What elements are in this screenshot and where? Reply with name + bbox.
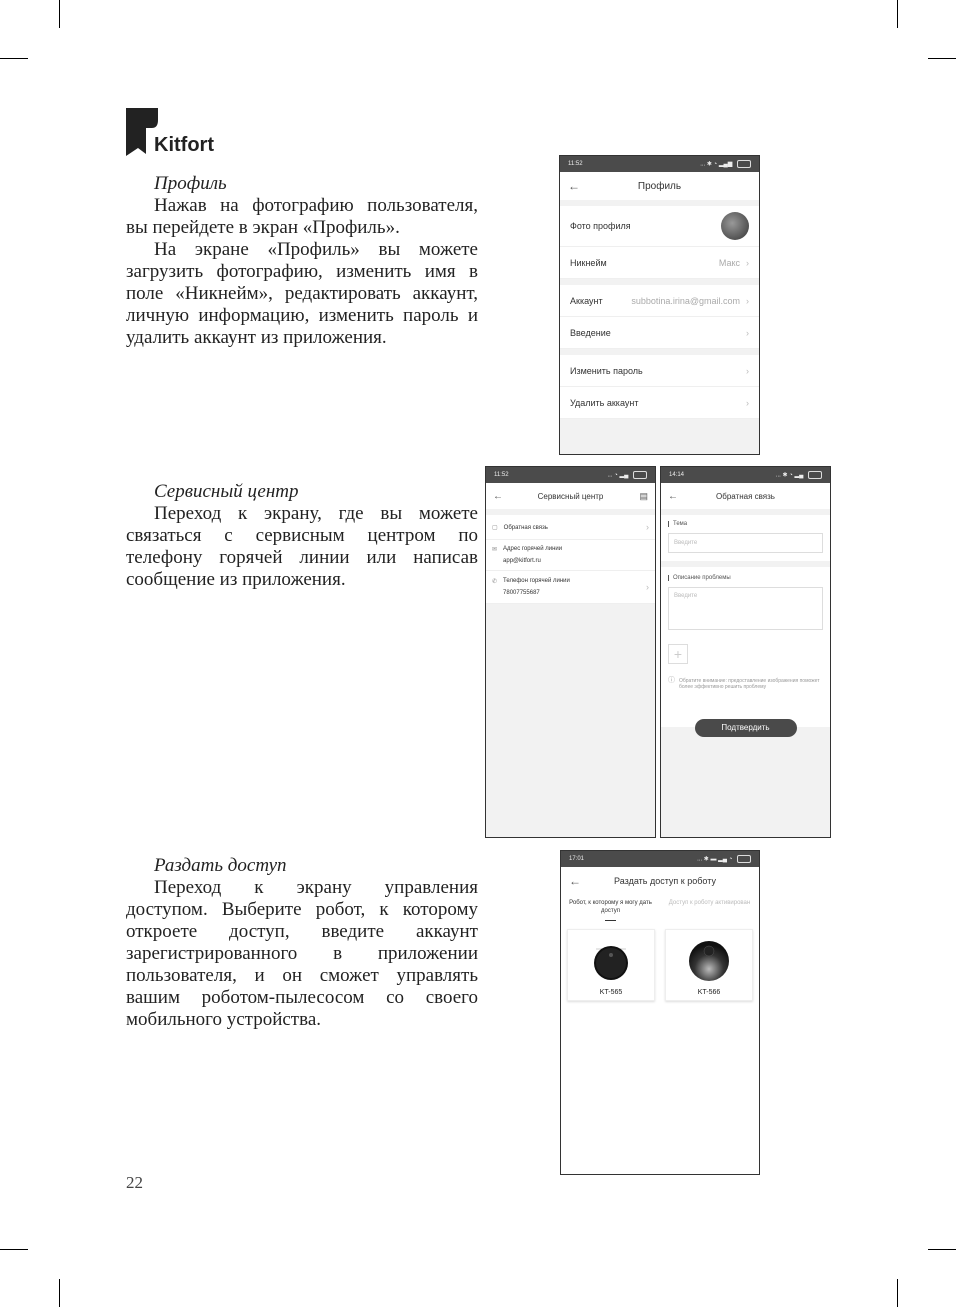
feedback-screen	[660, 466, 831, 838]
status-time: 11:52	[494, 472, 509, 478]
profile-title: Профиль	[637, 180, 682, 192]
profile-photo-row[interactable]	[560, 206, 759, 247]
service-topbar	[486, 483, 655, 509]
change-password-row[interactable]	[560, 355, 759, 387]
feedback-title: Обратная связь	[716, 491, 775, 501]
tab-activated[interactable]	[660, 899, 759, 921]
tab-activated-label: Доступ к роботу активирован	[668, 900, 751, 906]
crop-mark	[59, 0, 60, 28]
battery-icon	[808, 471, 822, 479]
chevron-right-icon: ›	[646, 522, 649, 532]
crop-mark	[897, 0, 898, 28]
chat-icon: ▢	[492, 524, 498, 531]
chevron-right-icon: ›	[746, 397, 749, 408]
service-screen	[485, 466, 656, 838]
status-icons: ... ◔ ▂▄	[608, 471, 648, 479]
add-image-button[interactable]: +	[668, 644, 688, 664]
battery-icon	[737, 855, 751, 863]
nickname-value: Макс	[718, 257, 740, 268]
feedback-label: Обратная связь	[503, 524, 548, 531]
status-time: 14:14	[669, 472, 685, 478]
chevron-right-icon: ›	[746, 327, 749, 338]
chevron-right-icon: ›	[746, 295, 749, 306]
tab-can-share[interactable]	[561, 899, 660, 921]
crop-mark	[0, 1249, 28, 1250]
chevron-right-icon: ›	[646, 582, 649, 592]
tab-can-share-label: Робот, к которому я могу дать доступ	[569, 900, 652, 914]
note-block	[668, 678, 823, 690]
feedback-topbar	[661, 483, 830, 509]
status-bar	[661, 467, 830, 483]
robot-vacuum-icon	[686, 937, 732, 983]
profile-photo-label: Фото профиля	[570, 221, 631, 231]
service-heading: Сервисный центр	[154, 481, 299, 502]
history-icon[interactable]: ▤	[639, 490, 648, 501]
account-row[interactable]	[560, 285, 759, 317]
profile-paragraph-2: На экране «Профиль» вы можете загрузить фотографию, изменить имя в поле «Никнейм», редактировать аккаунт, личную информацию, изменить пароль и удалить аккаунт из приложения.	[126, 239, 478, 348]
status-time: 11:52	[568, 161, 583, 167]
delete-account-label: Удалить аккаунт	[570, 397, 639, 408]
crop-mark	[59, 1279, 60, 1307]
confirm-button[interactable]: Подтвердить	[695, 719, 797, 737]
robot-model: KT-565	[599, 989, 623, 996]
change-password-label: Изменить пароль	[570, 365, 643, 376]
chevron-right-icon: ›	[746, 257, 749, 268]
mail-icon: ✉	[492, 547, 498, 553]
nickname-row[interactable]	[560, 247, 759, 279]
back-arrow-icon[interactable]: ←	[668, 490, 678, 502]
profile-section	[126, 173, 478, 349]
status-icons: ... ✱ ◔ ▂▄▆	[700, 160, 751, 168]
tab-indicator	[605, 920, 617, 921]
problem-input[interactable]: Введите	[668, 587, 823, 630]
topic-input[interactable]: Введите	[668, 533, 823, 553]
chevron-right-icon: ›	[746, 365, 749, 376]
nickname-label: Никнейм	[570, 257, 607, 268]
robot-card[interactable]	[665, 929, 753, 1001]
hotline-address-value: app@kitfort.ru	[503, 558, 541, 564]
intro-row[interactable]	[560, 317, 759, 349]
robot-card[interactable]	[567, 929, 655, 1001]
hotline-phone-row[interactable]	[486, 571, 655, 604]
hotline-phone-value: 78007755687	[503, 590, 540, 596]
problem-label: Описание проблемы	[668, 575, 823, 581]
status-icons: ... ✱ ▬ ▂▄ ◔	[697, 855, 751, 863]
profile-screen	[559, 155, 760, 455]
share-screen	[560, 850, 760, 1175]
avatar[interactable]	[721, 212, 749, 240]
intro-label: Введение	[570, 327, 611, 338]
topic-label: Тема	[668, 521, 823, 527]
back-arrow-icon[interactable]: ←	[568, 179, 580, 193]
status-bar	[486, 467, 655, 483]
note-text: Обратите внимание: предоставление изображения поможет более эффективно решить проблему	[679, 678, 820, 690]
back-arrow-icon[interactable]: ←	[493, 490, 503, 502]
info-icon: ⓘ	[668, 677, 675, 684]
feedback-row[interactable]	[486, 515, 655, 540]
crop-mark	[897, 1279, 898, 1307]
back-arrow-icon[interactable]: ←	[569, 874, 581, 888]
service-section	[126, 481, 478, 591]
account-label: Аккаунт	[570, 295, 603, 306]
status-time: 17:01	[569, 856, 585, 862]
battery-icon	[737, 160, 751, 168]
profile-paragraph-1: Нажав на фотографию пользователя, вы перейдете в экран «Профиль».	[126, 195, 478, 238]
battery-icon	[633, 471, 647, 479]
profile-topbar	[560, 172, 759, 200]
service-paragraph: Переход к экрану, где вы можете связаться с сервисным центром по телефону горячей линии или написав сообщение из приложения.	[126, 503, 478, 590]
share-paragraph: Переход к экрану управления доступом. Выберите робот, к которому откроете доступ, введите аккаунт зарегистрированного в приложении пользователя, и он сможет управлять вашим роботом-пылесосом со своего мобильного устройства.	[126, 877, 478, 1030]
confirm-wrap	[661, 719, 830, 737]
service-title: Сервисный центр	[537, 491, 604, 501]
phone-icon: ✆	[492, 579, 498, 585]
status-bar	[560, 156, 759, 172]
status-bar	[561, 851, 759, 867]
crop-mark	[0, 58, 28, 59]
share-section	[126, 855, 478, 1031]
robot-model: KT-566	[697, 989, 721, 996]
hotline-address-row[interactable]	[486, 540, 655, 571]
status-icons: ... ✱ ◔ ▂▄	[776, 471, 822, 479]
topic-block	[661, 515, 830, 561]
robot-vacuum-icon	[588, 937, 634, 983]
kitfort-logo-text: Kitfort	[154, 134, 214, 156]
hotline-address-label: Адрес горячей линии	[503, 546, 563, 552]
profile-heading: Профиль	[154, 173, 227, 194]
share-title: Раздать доступ к роботу	[614, 876, 716, 886]
share-topbar	[561, 867, 759, 895]
crop-mark	[928, 58, 956, 59]
robot-list	[561, 925, 759, 1005]
delete-account-row[interactable]	[560, 387, 759, 419]
account-value: subbotina.irina@gmail.com	[631, 295, 740, 306]
share-heading: Раздать доступ	[154, 855, 287, 876]
problem-block	[661, 567, 830, 727]
page-number: 22	[126, 1173, 143, 1192]
hotline-phone-label: Телефон горячей линии	[503, 578, 570, 584]
crop-mark	[928, 1249, 956, 1250]
share-tabs	[561, 895, 759, 925]
